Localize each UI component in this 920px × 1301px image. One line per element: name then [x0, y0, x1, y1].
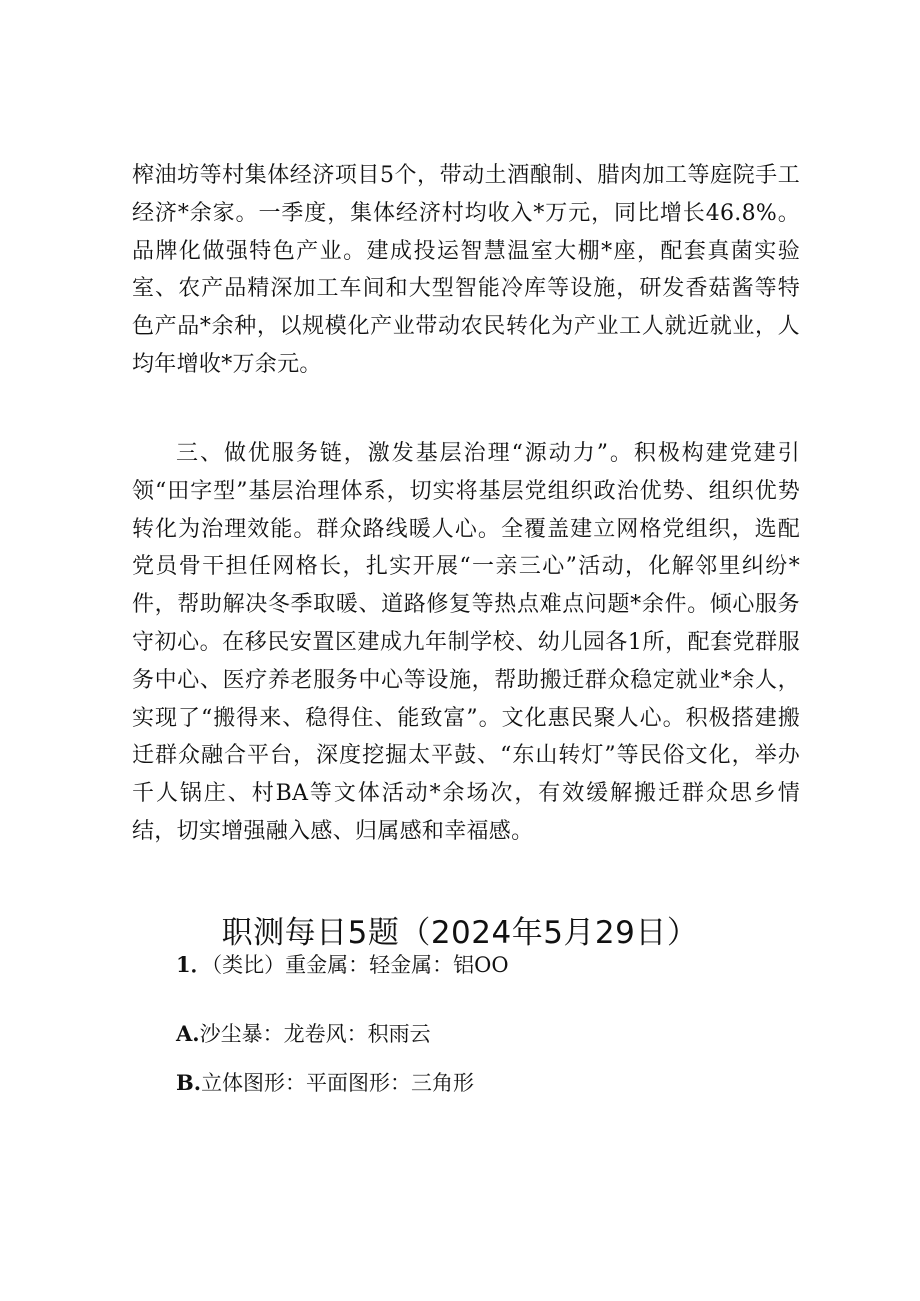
option-a-text: 沙尘暴：龙卷风：积雨云	[199, 1022, 431, 1046]
question-1	[176, 950, 776, 980]
option-a	[176, 1019, 776, 1049]
option-a-letter: A.	[176, 1021, 200, 1046]
quiz-title: 职测每日5题（2024年5月29日）	[221, 915, 699, 951]
article-paragraph-2: 三、做优服务链，激发基层治理“源动力”。积极构建党建引领“田字型”基层治理体系，切实将基层党组织政治优势、组织优势转化为治理效能。群众路线暖人心。全覆盖建立网格党组织，选配党员骨干担任网格长，扎实开展“一亲三心”活动，化解邻里纠纷*件，帮助解决冬季取暖、道路修复等热点难点问题*余件。倾心服务守初心。在移民安置区建成九年制学校、幼儿园各1所，配套党群服务中心、医疗养老服务中心等设施，帮助搬迁群众稳定就业*余人，实现了“搬得来、稳得住、能致富”。文化惠民聚人心。积极搭建搬迁群众融合平台，深度挖掘太平鼓、“东山转灯”等民俗文化，举办千人锅庄、村BA等文体活动*余场次，有效缓解搬迁群众思乡情结，切实增强融入感、归属感和幸福感。	[132, 441, 800, 844]
question-number: 1．	[176, 952, 212, 977]
question-text: （类比）重金属：轻金属：铝OO	[211, 953, 509, 977]
option-b	[176, 1068, 776, 1098]
article-paragraph-1: 榨油坊等村集体经济项目5个，带动土酒酿制、腊肉加工等庭院手工经济*余家。一季度，集体经济村均收入*万元，同比增长46.8%。品牌化做强特色产业。建成投运智慧温室大棚*座，配套真菌实验室、农产品精深加工车间和大型智能冷库等设施，研发香菇酱等特色产品*余种，以规模化产业带动农民转化为产业工人就近就业，人均年增收*万余元。	[132, 163, 800, 377]
option-b-text: 立体图形：平面图形：三角形	[201, 1071, 475, 1095]
option-b-letter: B.	[176, 1070, 202, 1095]
